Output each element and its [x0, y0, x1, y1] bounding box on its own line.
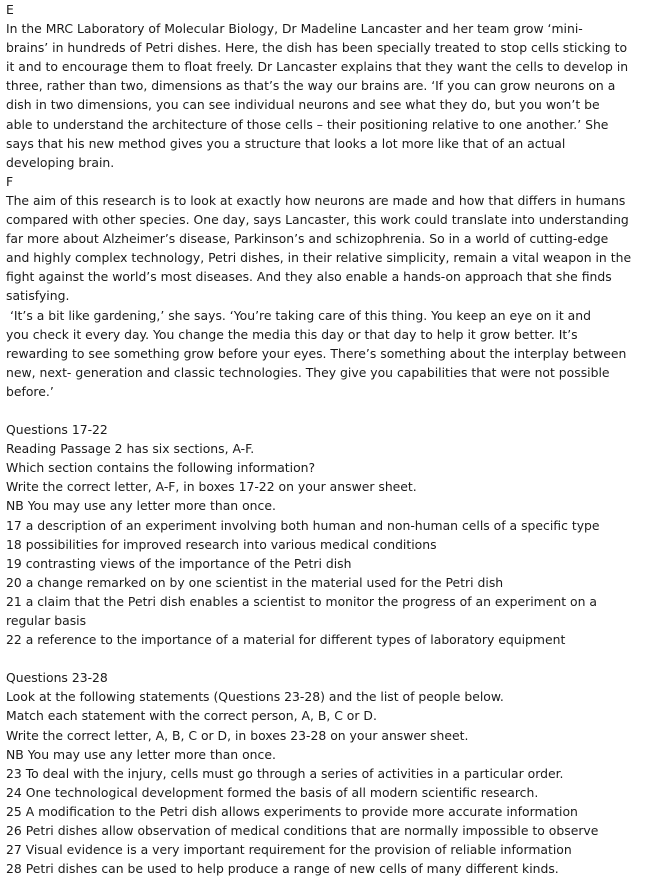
- spacer: [6, 401, 642, 420]
- questions-heading: Questions 17-22: [6, 422, 108, 438]
- section-f-paragraph: [6, 191, 642, 401]
- paragraph-line: ‘It’s a bit like gardening,’ she says. ‘You’re taking care of this thing. You keep an eye on it and: [6, 307, 591, 323]
- question-item: 26 Petri dishes allow observation of medical conditions that are normally impossible to observe: [6, 823, 599, 839]
- paragraph-line: In the MRC Laboratory of Molecular Biology, Dr Madeline Lancaster and her team grow ‘mini-: [6, 21, 583, 37]
- instruction-line: Which section contains the following information?: [6, 460, 316, 476]
- paragraph-line: rewarding to see something grow before your eyes. There’s something about the interplay between: [6, 345, 627, 361]
- paragraph-line: far more about Alzheimer’s disease, Parkinson’s and schizophrenia. So in a world of cutting-edge: [6, 231, 609, 247]
- paragraph-line: The aim of this research is to look at exactly how neurons are made and how that differs in humans: [6, 192, 626, 208]
- paragraph-line: dish in two dimensions, you can see individual neurons and see what they do, but you won’t be: [6, 97, 600, 113]
- paragraph-line: developing brain.: [6, 154, 115, 170]
- questions-23-28: [6, 668, 642, 878]
- paragraph-line: you check it every day. You change the media this day or that day to help it grow better. It’s: [6, 326, 578, 342]
- paragraph-line: able to understand the architecture of those cells – their positioning relative to one another.’ She: [6, 116, 609, 132]
- paragraph-line: satisfying.: [6, 288, 70, 304]
- question-item: 23 To deal with the injury, cells must go through a series of activities in a particular order.: [6, 765, 564, 781]
- question-item: 27 Visual evidence is a very important requirement for the provision of reliable information: [6, 842, 572, 858]
- question-item: regular basis: [6, 613, 87, 628]
- paragraph-line: compared with other species. One day, says Lancaster, this work could translate into understanding: [6, 212, 629, 228]
- question-item: 21 a claim that the Petri dish enables a scientist to monitor the progress of an experiment on a: [6, 593, 597, 609]
- question-item: 18 possibilities for improved research into various medical conditions: [6, 536, 437, 552]
- question-item: 25 A modification to the Petri dish allows experiments to provide more accurate information: [6, 803, 578, 819]
- question-item: 28 Petri dishes can be used to help produce a range of new cells of many different kinds.: [6, 861, 559, 877]
- spacer: [6, 649, 642, 668]
- paragraph-line: brains’ in hundreds of Petri dishes. Here, the dish has been specially treated to stop cells sticking to: [6, 40, 628, 56]
- instruction-line: Look at the following statements (Questions 23-28) and the list of people below.: [6, 689, 504, 705]
- section-e-paragraph: [6, 19, 642, 172]
- instruction-line: NB You may use any letter more than once.: [6, 746, 276, 762]
- questions-17-22: [6, 420, 642, 649]
- paragraph-line: and highly complex technology, Petri dishes, in their relative simplicity, remain a vital weapon in the: [6, 250, 632, 266]
- question-item: 17 a description of an experiment involving both human and non-human cells of a specific type: [6, 517, 600, 533]
- reading-document: [6, 0, 642, 878]
- question-item: 24 One technological development formed the basis of all modern scientific research.: [6, 784, 539, 800]
- paragraph-line: it and to encourage them to float freely. Dr Lancaster explains that they want the cells to develop in: [6, 59, 629, 75]
- question-item: 19 contrasting views of the importance of the Petri dish: [6, 555, 352, 571]
- instruction-line: NB You may use any letter more than once.: [6, 498, 276, 514]
- instruction-line: Reading Passage 2 has six sections, A-F.: [6, 441, 255, 457]
- section-e-label: E: [6, 2, 14, 17]
- question-item: 20 a change remarked on by one scientist in the material used for the Petri dish: [6, 574, 504, 590]
- paragraph-line: fight against the world’s most diseases. And they also enable a hands-on approach that she finds: [6, 269, 612, 285]
- paragraph-line: before.’: [6, 383, 54, 399]
- paragraph-line: three, rather than two, dimensions as that’s the way our brains are. ‘If you can grow neurons on a: [6, 78, 616, 94]
- paragraph-line: new, next- generation and classic technologies. They give you capabilities that were not possible: [6, 364, 610, 380]
- paragraph-line: says that his new method gives you a structure that looks a lot more like that of an actual: [6, 135, 566, 151]
- instruction-line: Match each statement with the correct person, A, B, C or D.: [6, 708, 377, 724]
- question-item: 22 a reference to the importance of a material for different types of laboratory equipment: [6, 632, 566, 648]
- questions-heading: Questions 23-28: [6, 670, 108, 686]
- section-f-label: F: [6, 173, 14, 189]
- instruction-line: Write the correct letter, A-F, in boxes 17-22 on your answer sheet.: [6, 479, 417, 495]
- instruction-line: Write the correct letter, A, B, C or D, in boxes 23-28 on your answer sheet.: [6, 727, 469, 743]
